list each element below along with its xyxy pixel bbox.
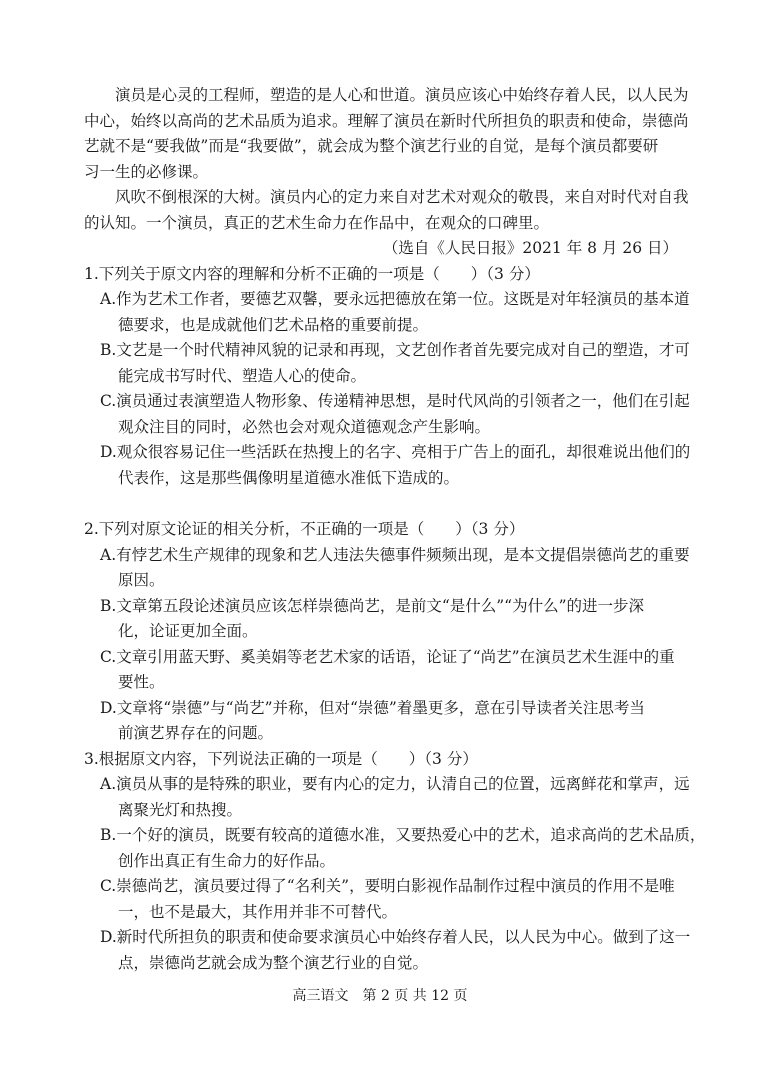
passage-paragraph-1 [84,83,689,185]
question-3 [84,747,706,977]
option-text: 创作出真正有生命力的好作品。 [118,851,336,870]
option-d [100,696,680,747]
question-2 [84,517,690,747]
option-text: B.一个好的演员，既要有较高的道德水准，又要热爱心中的艺术，追求高尚的艺术品质， [100,826,706,844]
option-a [100,772,690,823]
option-text: 要性。 [118,673,165,691]
option-text: 离聚光灯和热搜。 [118,800,243,819]
source-citation: （选自《人民日报》2021 年 8 月 26 日） [382,239,678,257]
question-1 [84,262,691,492]
option-text: 德要求，也是成就他们艺术品格的重要前提。 [118,315,429,334]
option-text: D.文章将“崇德”与“尚艺”并称，但对“崇德”着墨更多，意在引导读者关注思考当 [100,698,645,717]
option-text: C.演员通过表演塑造人物形象、传递精神思想，是时代风尚的引领者之一，他们在引起 [100,392,690,410]
option-text: 前演艺界存在的问题。 [118,724,274,742]
option-text: C.文章引用蓝天野、奚美娟等老艺术家的话语，论证了“尚艺”在演员艺术生涯中的重 [100,647,675,666]
option-c [100,389,690,440]
option-text: 代表作，这是那些偶像明星道德水准低下造成的。 [118,468,460,487]
text-line: 演员是心灵的工程师，塑造的是人心和世道。演员应该心中始终存着人民，以人民为 [115,86,689,104]
text-line: 风吹不倒根深的大树。演员内心的定力来自对艺术对观众的敬畏，来自对时代对自我 [115,188,689,206]
text-line: 的认知。一个演员，真正的艺术生命力在作品中，在观众的口碑里。 [84,213,550,232]
text-line: 习一生的必修课。 [84,162,209,181]
option-a [100,287,690,338]
option-text: 一，也不是最大，其作用并非不可替代。 [118,902,398,921]
question-stem: 1.下列关于原文内容的理解和分析不正确的一项是（ ）（3 分） [84,264,540,283]
option-text: A.演员从事的是特殊的职业，要有内心的定力，认清自己的位置，远离鲜花和掌声，远 [100,775,690,793]
option-text: 观众注目的同时，必然也会对观众道德观念产生影响。 [118,417,491,436]
option-text: B.文艺是一个时代精神风貌的记录和再现，文艺创作者首先要完成对自己的塑造，才可 [100,341,690,359]
option-d [100,440,691,491]
option-text: 化，论证更加全面。 [118,622,258,640]
text-line: 中心，始终以高尚的艺术品质为追求。理解了演员在新时代所担负的职责和使命，崇德尚 [84,111,689,130]
option-text: B.文章第五段论述演员应该怎样崇德尚艺，是前文“是什么”“为什么”的进一步深 [100,596,645,615]
option-text: D.观众很容易记住一些活跃在热搜上的名字、亮相于广告上的面孔，却很难说出他们的 [100,443,691,461]
option-text: A.有悖艺术生产规律的现象和艺人违法失德事件频频出现，是本文提倡崇德尚艺的重要 [100,545,690,564]
option-b [100,338,690,389]
option-text: 点，崇德尚艺就会成为整个演艺行业的自觉。 [118,953,429,972]
option-b [100,823,706,874]
option-d [100,925,691,976]
option-text: D.新时代所担负的职责和使命要求演员心中始终存着人民，以人民为中心。做到了这一 [100,928,691,946]
spacer [84,491,680,517]
passage-paragraph-2 [84,185,689,236]
option-text: 原因。 [118,571,165,589]
option-b [100,594,680,645]
option-c [100,874,680,925]
option-c [100,645,680,696]
question-stem: 2.下列对原文论证的相关分析，不正确的一项是（ ）（3 分） [84,520,525,538]
option-text: 能完成书写时代、塑造人心的使命。 [118,366,367,385]
text-line: 艺就不是“要我做”而是“我要做”，就会成为整个演艺行业的自觉，是每个演员都要研 [84,137,659,155]
option-a [100,543,690,594]
option-text: C.崇德尚艺，演员要过得了“名利关”，要明白影视作品制作过程中演员的作用不是唯 [100,877,675,895]
question-stem: 3.根据原文内容，下列说法正确的一项是（ ）（3 分） [84,749,478,768]
option-text: A.作为艺术工作者，要德艺双馨，要永远把德放在第一位。这既是对年轻演员的基本道 [100,290,690,308]
page-footer: 高三语文 第 2 页 共 12 页 [292,988,468,1004]
